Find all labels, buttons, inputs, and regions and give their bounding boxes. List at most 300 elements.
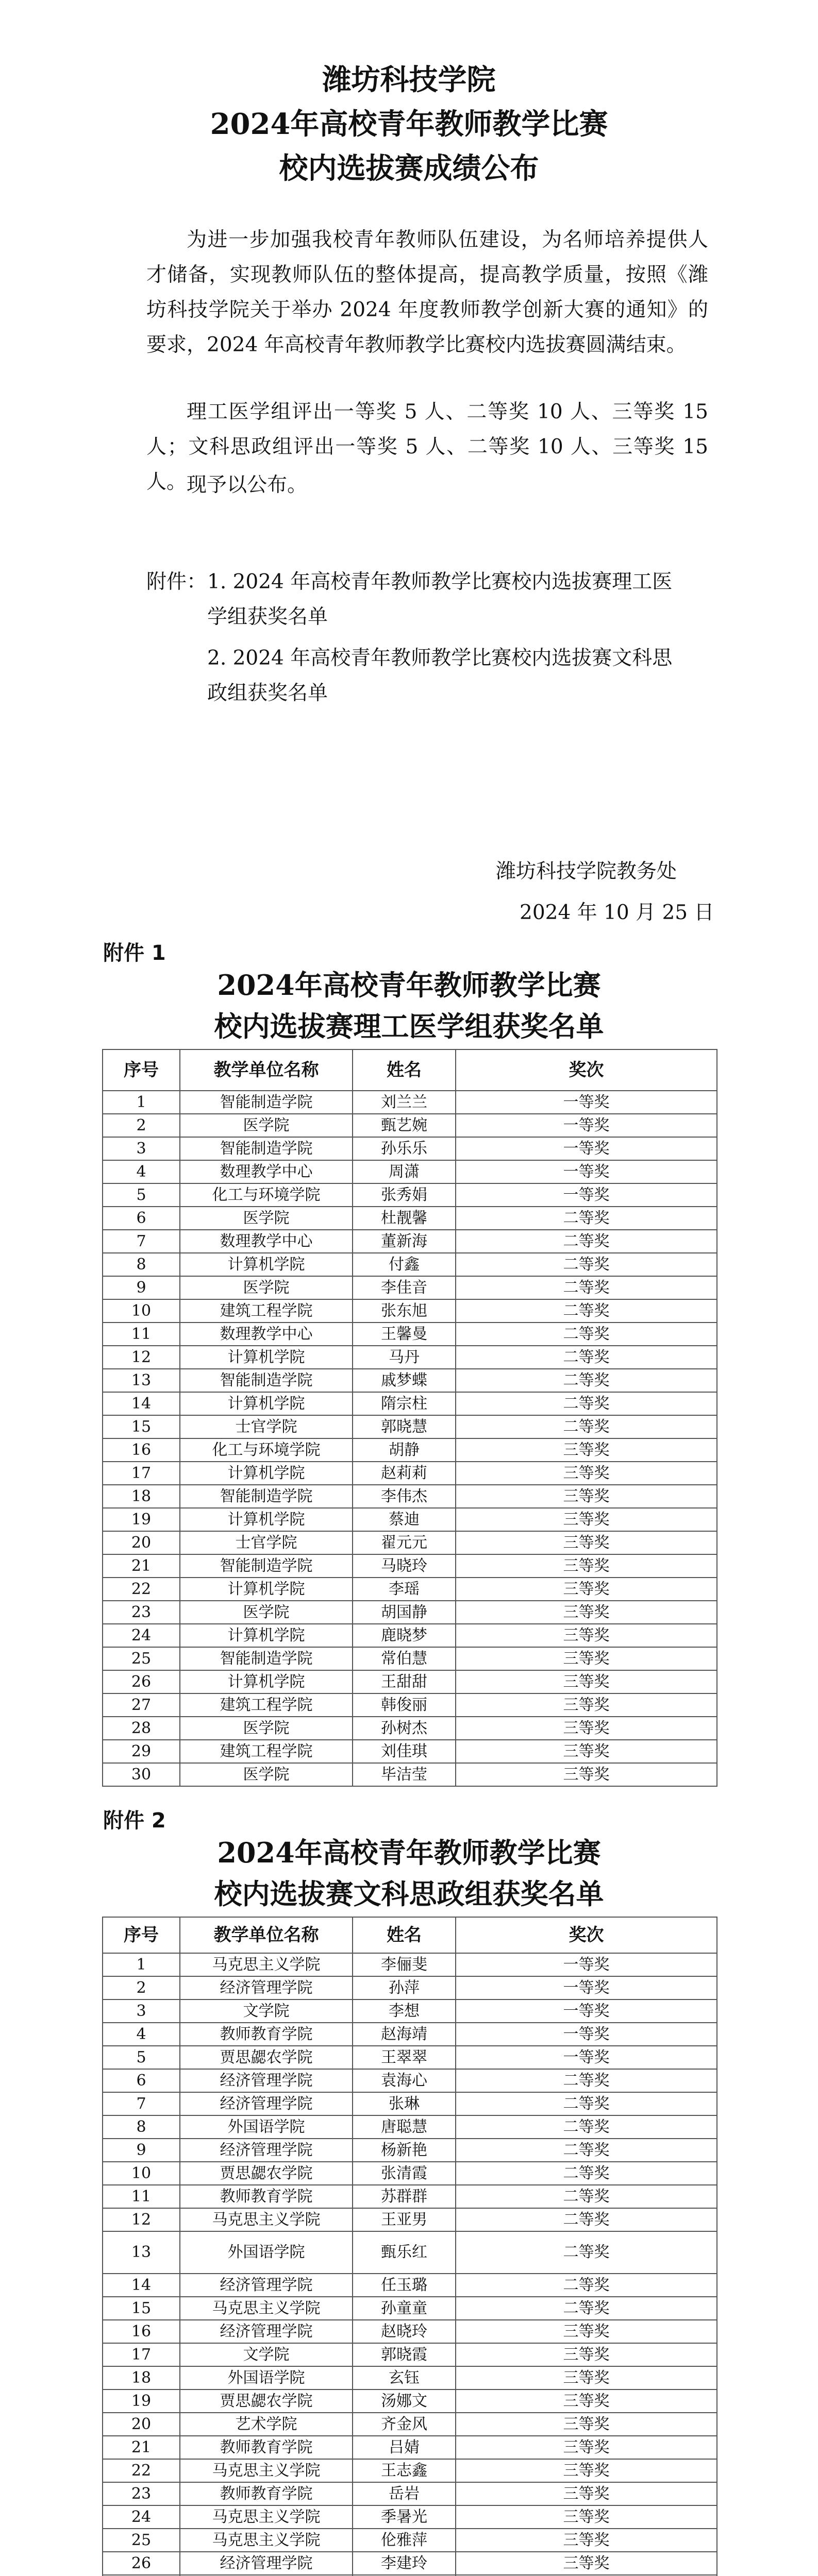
cell-name: 周潇 bbox=[353, 1160, 456, 1183]
cell-name: 杨新艳 bbox=[353, 2139, 456, 2162]
header-index: 序号 bbox=[103, 1049, 180, 1091]
cell-unit: 医学院 bbox=[180, 1601, 353, 1624]
cell-name: 季暑光 bbox=[353, 2505, 456, 2529]
cell-name: 唐聪慧 bbox=[353, 2115, 456, 2139]
cell-index: 28 bbox=[103, 1717, 180, 1740]
cell-index: 22 bbox=[103, 2459, 180, 2482]
table-row bbox=[103, 2320, 717, 2343]
notice-title-line-3: 校内选拔赛成绩公布 bbox=[279, 151, 539, 185]
cell-name: 常伯慧 bbox=[353, 1647, 456, 1670]
cell-index: 10 bbox=[103, 2162, 180, 2185]
cell-name: 刘佳琪 bbox=[353, 1740, 456, 1763]
cell-award: 三等奖 bbox=[456, 1670, 717, 1693]
cell-award: 二等奖 bbox=[456, 1392, 717, 1415]
cell-name: 郭晓慧 bbox=[353, 1415, 456, 1438]
cell-name: 翟元元 bbox=[353, 1531, 456, 1554]
cell-name: 李瑶 bbox=[353, 1578, 456, 1601]
table-header-row bbox=[103, 1917, 717, 1953]
cell-name: 任玉璐 bbox=[353, 2274, 456, 2297]
cell-unit: 医学院 bbox=[180, 1207, 353, 1230]
cell-name: 赵莉莉 bbox=[353, 1462, 456, 1485]
cell-index: 20 bbox=[103, 1531, 180, 1554]
cell-index: 22 bbox=[103, 1578, 180, 1601]
cell-unit: 智能制造学院 bbox=[180, 1369, 353, 1392]
cell-index: 29 bbox=[103, 1740, 180, 1763]
cell-unit: 教师教育学院 bbox=[180, 2023, 353, 2046]
cell-unit: 医学院 bbox=[180, 1276, 353, 1299]
cell-unit: 计算机学院 bbox=[180, 1462, 353, 1485]
cell-award: 二等奖 bbox=[456, 1230, 717, 1253]
cell-index: 30 bbox=[103, 1763, 180, 1786]
cell-index: 26 bbox=[103, 2552, 180, 2575]
attachment-2-label: 附件 2 bbox=[103, 1809, 166, 1833]
cell-index: 6 bbox=[103, 1207, 180, 1230]
cell-unit: 建筑工程学院 bbox=[180, 1693, 353, 1717]
cell-unit: 马克思主义学院 bbox=[180, 2297, 353, 2320]
table-row bbox=[103, 2297, 717, 2320]
cell-index: 9 bbox=[103, 1276, 180, 1299]
attachment-2-title-line-2: 校内选拔赛文科思政组获奖名单 bbox=[214, 1877, 604, 1910]
award-table-stem bbox=[102, 1049, 717, 1787]
cell-award: 三等奖 bbox=[456, 2320, 717, 2343]
cell-name: 李伟杰 bbox=[353, 1485, 456, 1508]
table-row bbox=[103, 2343, 717, 2366]
cell-unit: 马克思主义学院 bbox=[180, 1953, 353, 1976]
table-row bbox=[103, 1415, 717, 1438]
cell-index: 16 bbox=[103, 1438, 180, 1462]
award-table-humanities bbox=[102, 1917, 717, 2576]
cell-award: 二等奖 bbox=[456, 2274, 717, 2297]
cell-name: 付鑫 bbox=[353, 1253, 456, 1276]
table-row bbox=[103, 1346, 717, 1369]
cell-index: 19 bbox=[103, 1508, 180, 1531]
table-row bbox=[103, 2459, 717, 2482]
cell-award: 一等奖 bbox=[456, 1999, 717, 2023]
cell-unit: 计算机学院 bbox=[180, 1392, 353, 1415]
cell-award: 三等奖 bbox=[456, 1438, 717, 1462]
table-row bbox=[103, 1276, 717, 1299]
notice-paragraph-3: 现予以公布。 bbox=[187, 473, 308, 497]
table-row bbox=[103, 1160, 717, 1183]
cell-unit: 贾思勰农学院 bbox=[180, 2162, 353, 2185]
cell-award: 三等奖 bbox=[456, 2436, 717, 2459]
table-row bbox=[103, 2436, 717, 2459]
table-row bbox=[103, 2389, 717, 2413]
cell-name: 吕婧 bbox=[353, 2436, 456, 2459]
cell-unit: 数理教学中心 bbox=[180, 1230, 353, 1253]
cell-award: 三等奖 bbox=[456, 1508, 717, 1531]
cell-index: 2 bbox=[103, 1976, 180, 1999]
cell-award: 三等奖 bbox=[456, 2529, 717, 2552]
table-row bbox=[103, 2413, 717, 2436]
notice-title-line-1: 潍坊科技学院 bbox=[322, 63, 496, 97]
table-row bbox=[103, 2208, 717, 2231]
cell-award: 三等奖 bbox=[456, 2366, 717, 2389]
cell-award: 二等奖 bbox=[456, 1369, 717, 1392]
cell-index: 5 bbox=[103, 1183, 180, 1207]
cell-unit: 经济管理学院 bbox=[180, 1976, 353, 1999]
table-row bbox=[103, 2366, 717, 2389]
notice-paragraph-1: 为进一步加强我校青年教师队伍建设，为名师培养提供人才储备，实现教师队伍的整体提高，提高教学质量，按照《潍坊科技学院关于举办 2024 年度教师教学创新大赛的通知》的要求，2024 年高校青年教师教学比赛校内选拔赛圆满结束。 bbox=[146, 228, 708, 357]
cell-unit: 士官学院 bbox=[180, 1415, 353, 1438]
cell-unit: 计算机学院 bbox=[180, 1508, 353, 1531]
table-row bbox=[103, 1392, 717, 1415]
cell-award: 三等奖 bbox=[456, 1763, 717, 1786]
cell-award: 二等奖 bbox=[456, 2115, 717, 2139]
cell-index: 17 bbox=[103, 1462, 180, 1485]
cell-award: 三等奖 bbox=[456, 2552, 717, 2575]
cell-index: 11 bbox=[103, 2185, 180, 2208]
cell-name: 赵晓玲 bbox=[353, 2320, 456, 2343]
table-row bbox=[103, 1114, 717, 1137]
cell-unit: 经济管理学院 bbox=[180, 2069, 353, 2092]
table-row bbox=[103, 1091, 717, 1114]
cell-index: 8 bbox=[103, 1253, 180, 1276]
table-row bbox=[103, 1554, 717, 1578]
table-row bbox=[103, 2115, 717, 2139]
cell-award: 二等奖 bbox=[456, 1253, 717, 1276]
table-row bbox=[103, 2069, 717, 2092]
cell-index: 27 bbox=[103, 1693, 180, 1717]
header-name: 姓名 bbox=[353, 1917, 456, 1953]
table-row bbox=[103, 1624, 717, 1647]
cell-award: 三等奖 bbox=[456, 1601, 717, 1624]
cell-name: 董新海 bbox=[353, 1230, 456, 1253]
cell-name: 袁海心 bbox=[353, 2069, 456, 2092]
table-row bbox=[103, 2023, 717, 2046]
issuer: 潍坊科技学院教务处 bbox=[496, 860, 677, 883]
cell-name: 孙树杰 bbox=[353, 1717, 456, 1740]
table-row bbox=[103, 2274, 717, 2297]
cell-award: 三等奖 bbox=[456, 1554, 717, 1578]
cell-award: 三等奖 bbox=[456, 2389, 717, 2413]
cell-index: 4 bbox=[103, 2023, 180, 2046]
cell-unit: 文学院 bbox=[180, 2343, 353, 2366]
cell-unit: 马克思主义学院 bbox=[180, 2529, 353, 2552]
cell-award: 三等奖 bbox=[456, 1740, 717, 1763]
cell-name: 马晓玲 bbox=[353, 1554, 456, 1578]
attachment-1-title-line-1: 2024年高校青年教师教学比赛 bbox=[217, 969, 601, 1002]
table-row bbox=[103, 2505, 717, 2529]
cell-index: 24 bbox=[103, 1624, 180, 1647]
cell-index: 15 bbox=[103, 1415, 180, 1438]
cell-unit: 智能制造学院 bbox=[180, 1091, 353, 1114]
cell-name: 郭晓霞 bbox=[353, 2343, 456, 2366]
cell-index: 18 bbox=[103, 2366, 180, 2389]
cell-name: 韩俊丽 bbox=[353, 1693, 456, 1717]
cell-name: 李佳音 bbox=[353, 1276, 456, 1299]
header-award: 奖次 bbox=[456, 1917, 717, 1953]
cell-name: 刘兰兰 bbox=[353, 1091, 456, 1114]
cell-award: 三等奖 bbox=[456, 2343, 717, 2366]
cell-award: 二等奖 bbox=[456, 2162, 717, 2185]
cell-name: 孙乐乐 bbox=[353, 1137, 456, 1160]
cell-name: 戚梦蝶 bbox=[353, 1369, 456, 1392]
table-row bbox=[103, 2046, 717, 2069]
cell-index: 8 bbox=[103, 2115, 180, 2139]
cell-unit: 教师教育学院 bbox=[180, 2185, 353, 2208]
cell-unit: 经济管理学院 bbox=[180, 2092, 353, 2115]
cell-name: 岳岩 bbox=[353, 2482, 456, 2505]
cell-unit: 马克思主义学院 bbox=[180, 2459, 353, 2482]
cell-index: 7 bbox=[103, 1230, 180, 1253]
cell-index: 21 bbox=[103, 2436, 180, 2459]
cell-unit: 贾思勰农学院 bbox=[180, 2389, 353, 2413]
table-row bbox=[103, 1230, 717, 1253]
cell-index: 11 bbox=[103, 1323, 180, 1346]
cell-name: 王甜甜 bbox=[353, 1670, 456, 1693]
cell-award: 一等奖 bbox=[456, 1976, 717, 1999]
cell-unit: 经济管理学院 bbox=[180, 2552, 353, 2575]
cell-index: 1 bbox=[103, 1091, 180, 1114]
attachment-1-label: 附件 1 bbox=[103, 941, 166, 965]
table-row bbox=[103, 1183, 717, 1207]
cell-unit: 计算机学院 bbox=[180, 1346, 353, 1369]
cell-index: 24 bbox=[103, 2505, 180, 2529]
cell-name: 赵海靖 bbox=[353, 2023, 456, 2046]
cell-award: 二等奖 bbox=[456, 2092, 717, 2115]
table-row bbox=[103, 2552, 717, 2575]
table-row bbox=[103, 1485, 717, 1508]
cell-award: 一等奖 bbox=[456, 1160, 717, 1183]
cell-award: 三等奖 bbox=[456, 1462, 717, 1485]
cell-award: 二等奖 bbox=[456, 2231, 717, 2274]
cell-index: 18 bbox=[103, 1485, 180, 1508]
table-row bbox=[103, 1462, 717, 1485]
cell-name: 张琳 bbox=[353, 2092, 456, 2115]
cell-name: 齐金风 bbox=[353, 2413, 456, 2436]
cell-index: 14 bbox=[103, 1392, 180, 1415]
table-row bbox=[103, 1601, 717, 1624]
table-row bbox=[103, 2231, 717, 2274]
cell-award: 一等奖 bbox=[456, 2023, 717, 2046]
cell-name: 王翠翠 bbox=[353, 2046, 456, 2069]
cell-award: 三等奖 bbox=[456, 1717, 717, 1740]
header-unit: 教学单位名称 bbox=[180, 1049, 353, 1091]
cell-award: 一等奖 bbox=[456, 1091, 717, 1114]
cell-index: 5 bbox=[103, 2046, 180, 2069]
cell-unit: 教师教育学院 bbox=[180, 2482, 353, 2505]
cell-unit: 化工与环境学院 bbox=[180, 1183, 353, 1207]
table-row bbox=[103, 1647, 717, 1670]
cell-index: 25 bbox=[103, 1647, 180, 1670]
table-row bbox=[103, 1531, 717, 1554]
cell-award: 一等奖 bbox=[456, 2046, 717, 2069]
cell-unit: 医学院 bbox=[180, 1114, 353, 1137]
cell-unit: 马克思主义学院 bbox=[180, 2208, 353, 2231]
header-unit: 教学单位名称 bbox=[180, 1917, 353, 1953]
table-row bbox=[103, 1369, 717, 1392]
table-row bbox=[103, 2162, 717, 2185]
cell-index: 2 bbox=[103, 1114, 180, 1137]
cell-award: 三等奖 bbox=[456, 2505, 717, 2529]
cell-index: 9 bbox=[103, 2139, 180, 2162]
cell-name: 孙童童 bbox=[353, 2297, 456, 2320]
cell-name: 李想 bbox=[353, 1999, 456, 2023]
cell-name: 苏群群 bbox=[353, 2185, 456, 2208]
cell-unit: 计算机学院 bbox=[180, 1624, 353, 1647]
cell-unit: 马克思主义学院 bbox=[180, 2505, 353, 2529]
notice-paragraph-2: 理工医学组评出一等奖 5 人、二等奖 10 人、三等奖 15 人；文科思政组评出一等奖 5 人、二等奖 10 人、三等奖 15 人。 bbox=[146, 400, 708, 494]
cell-award: 一等奖 bbox=[456, 1183, 717, 1207]
cell-award: 三等奖 bbox=[456, 2459, 717, 2482]
cell-award: 三等奖 bbox=[456, 2482, 717, 2505]
table-header-row bbox=[103, 1049, 717, 1091]
cell-unit: 计算机学院 bbox=[180, 1578, 353, 1601]
cell-unit: 化工与环境学院 bbox=[180, 1438, 353, 1462]
notice-title-line-2: 2024年高校青年教师教学比赛 bbox=[210, 107, 608, 141]
cell-unit: 数理教学中心 bbox=[180, 1323, 353, 1346]
cell-award: 三等奖 bbox=[456, 1624, 717, 1647]
cell-index: 19 bbox=[103, 2389, 180, 2413]
cell-name: 张清霞 bbox=[353, 2162, 456, 2185]
cell-name: 张东旭 bbox=[353, 1299, 456, 1323]
cell-unit: 经济管理学院 bbox=[180, 2139, 353, 2162]
cell-unit: 贾思勰农学院 bbox=[180, 2046, 353, 2069]
cell-award: 三等奖 bbox=[456, 1647, 717, 1670]
cell-index: 26 bbox=[103, 1670, 180, 1693]
table-row bbox=[103, 2529, 717, 2552]
cell-name: 胡静 bbox=[353, 1438, 456, 1462]
cell-award: 二等奖 bbox=[456, 2208, 717, 2231]
header-index: 序号 bbox=[103, 1917, 180, 1953]
table-row bbox=[103, 1578, 717, 1601]
attachments-label: 附件： bbox=[146, 570, 207, 594]
attachment-1-title-line-2: 校内选拔赛理工医学组获奖名单 bbox=[214, 1010, 604, 1043]
cell-index: 3 bbox=[103, 1137, 180, 1160]
cell-unit: 教师教育学院 bbox=[180, 2436, 353, 2459]
cell-index: 16 bbox=[103, 2320, 180, 2343]
table-row bbox=[103, 1953, 717, 1976]
table-row bbox=[103, 1717, 717, 1740]
attachment-item-2: 2. 2024 年高校青年教师教学比赛校内选拔赛文科思政组获奖名单 bbox=[207, 647, 673, 705]
cell-unit: 经济管理学院 bbox=[180, 2320, 353, 2343]
table-row bbox=[103, 1438, 717, 1462]
cell-index: 7 bbox=[103, 2092, 180, 2115]
cell-name: 甄艺婉 bbox=[353, 1114, 456, 1137]
cell-award: 二等奖 bbox=[456, 1207, 717, 1230]
cell-award: 二等奖 bbox=[456, 1276, 717, 1299]
cell-index: 23 bbox=[103, 1601, 180, 1624]
cell-award: 二等奖 bbox=[456, 2297, 717, 2320]
cell-unit: 医学院 bbox=[180, 1763, 353, 1786]
cell-award: 三等奖 bbox=[456, 1693, 717, 1717]
cell-award: 一等奖 bbox=[456, 1953, 717, 1976]
cell-unit: 外国语学院 bbox=[180, 2231, 353, 2274]
cell-award: 二等奖 bbox=[456, 2069, 717, 2092]
table-row bbox=[103, 2139, 717, 2162]
cell-award: 一等奖 bbox=[456, 1137, 717, 1160]
cell-unit: 数理教学中心 bbox=[180, 1160, 353, 1183]
cell-name: 鹿晓梦 bbox=[353, 1624, 456, 1647]
cell-award: 三等奖 bbox=[456, 1531, 717, 1554]
cell-index: 12 bbox=[103, 2208, 180, 2231]
table-row bbox=[103, 1740, 717, 1763]
cell-unit: 士官学院 bbox=[180, 1531, 353, 1554]
cell-index: 25 bbox=[103, 2529, 180, 2552]
table-row bbox=[103, 2185, 717, 2208]
cell-name: 王亚男 bbox=[353, 2208, 456, 2231]
cell-unit: 智能制造学院 bbox=[180, 1137, 353, 1160]
cell-award: 二等奖 bbox=[456, 1346, 717, 1369]
cell-index: 1 bbox=[103, 1953, 180, 1976]
cell-unit: 医学院 bbox=[180, 1717, 353, 1740]
table-row bbox=[103, 1299, 717, 1323]
cell-index: 17 bbox=[103, 2343, 180, 2366]
table-row bbox=[103, 1207, 717, 1230]
cell-award: 二等奖 bbox=[456, 2185, 717, 2208]
cell-name: 汤娜文 bbox=[353, 2389, 456, 2413]
cell-unit: 外国语学院 bbox=[180, 2366, 353, 2389]
cell-name: 王志鑫 bbox=[353, 2459, 456, 2482]
cell-name: 马丹 bbox=[353, 1346, 456, 1369]
cell-name: 杜靓馨 bbox=[353, 1207, 456, 1230]
cell-index: 4 bbox=[103, 1160, 180, 1183]
cell-name: 王馨曼 bbox=[353, 1323, 456, 1346]
cell-index: 13 bbox=[103, 2231, 180, 2274]
cell-index: 21 bbox=[103, 1554, 180, 1578]
cell-name: 玄钰 bbox=[353, 2366, 456, 2389]
cell-award: 三等奖 bbox=[456, 1485, 717, 1508]
cell-name: 李建玲 bbox=[353, 2552, 456, 2575]
cell-index: 3 bbox=[103, 1999, 180, 2023]
cell-name: 李俪斐 bbox=[353, 1953, 456, 1976]
table-row bbox=[103, 1999, 717, 2023]
table-row bbox=[103, 1137, 717, 1160]
table-row bbox=[103, 1253, 717, 1276]
table-row bbox=[103, 1763, 717, 1786]
attachment-item-1: 1. 2024 年高校青年教师教学比赛校内选拔赛理工医学组获奖名单 bbox=[207, 570, 673, 629]
cell-award: 二等奖 bbox=[456, 1299, 717, 1323]
cell-award: 三等奖 bbox=[456, 1578, 717, 1601]
table-row bbox=[103, 1508, 717, 1531]
cell-index: 6 bbox=[103, 2069, 180, 2092]
attachment-2-title-line-1: 2024年高校青年教师教学比赛 bbox=[217, 1836, 601, 1869]
cell-name: 毕洁莹 bbox=[353, 1763, 456, 1786]
cell-name: 孙萍 bbox=[353, 1976, 456, 1999]
cell-name: 胡国静 bbox=[353, 1601, 456, 1624]
cell-index: 15 bbox=[103, 2297, 180, 2320]
cell-name: 伦雅萍 bbox=[353, 2529, 456, 2552]
cell-name: 张秀娟 bbox=[353, 1183, 456, 1207]
cell-unit: 建筑工程学院 bbox=[180, 1740, 353, 1763]
table-row bbox=[103, 1693, 717, 1717]
header-name: 姓名 bbox=[353, 1049, 456, 1091]
table-row bbox=[103, 2092, 717, 2115]
table-row bbox=[103, 1323, 717, 1346]
cell-unit: 计算机学院 bbox=[180, 1253, 353, 1276]
cell-award: 二等奖 bbox=[456, 2139, 717, 2162]
cell-unit: 外国语学院 bbox=[180, 2115, 353, 2139]
cell-unit: 智能制造学院 bbox=[180, 1554, 353, 1578]
cell-name: 隋宗柱 bbox=[353, 1392, 456, 1415]
cell-award: 一等奖 bbox=[456, 1114, 717, 1137]
table-row bbox=[103, 1670, 717, 1693]
cell-unit: 艺术学院 bbox=[180, 2413, 353, 2436]
cell-index: 12 bbox=[103, 1346, 180, 1369]
cell-unit: 文学院 bbox=[180, 1999, 353, 2023]
cell-unit: 智能制造学院 bbox=[180, 1485, 353, 1508]
table-row bbox=[103, 1976, 717, 1999]
cell-award: 二等奖 bbox=[456, 1323, 717, 1346]
cell-index: 20 bbox=[103, 2413, 180, 2436]
issue-date: 2024 年 10 月 25 日 bbox=[520, 901, 714, 924]
cell-name: 蔡迪 bbox=[353, 1508, 456, 1531]
cell-award: 二等奖 bbox=[456, 1415, 717, 1438]
cell-index: 23 bbox=[103, 2482, 180, 2505]
cell-index: 10 bbox=[103, 1299, 180, 1323]
cell-unit: 计算机学院 bbox=[180, 1670, 353, 1693]
